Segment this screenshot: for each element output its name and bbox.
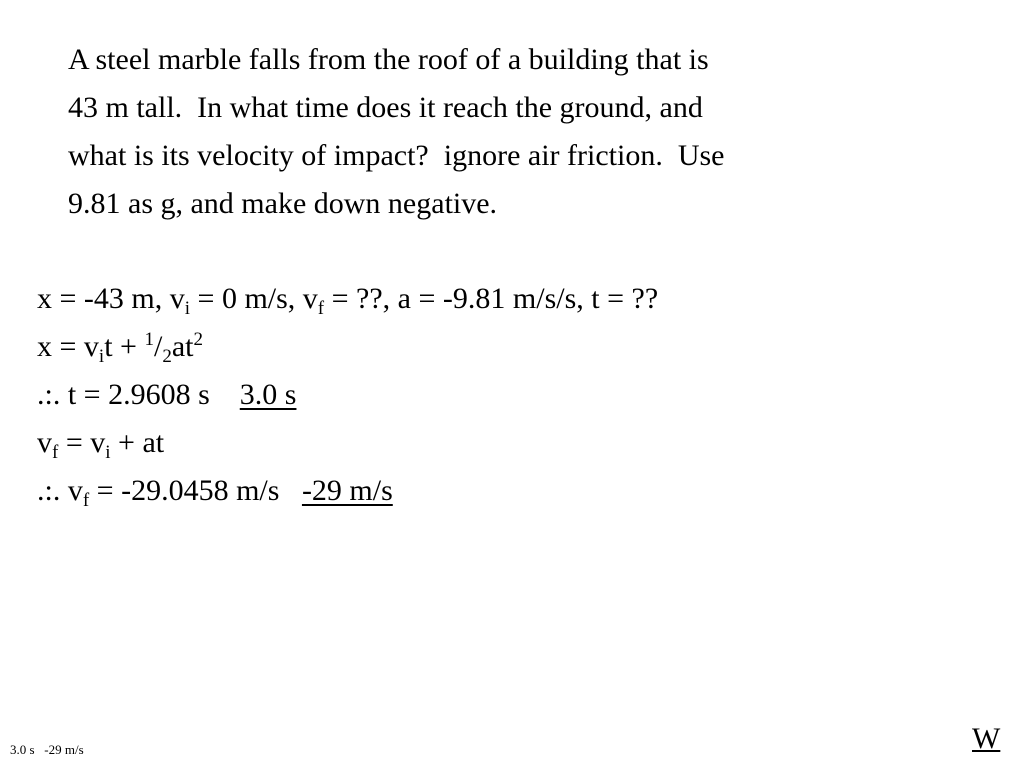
problem-line: 43 m tall. In what time does it reach the ground, and [68, 91, 703, 124]
eq1-at: at [171, 330, 194, 363]
eq1-lhs: x = v [37, 330, 99, 363]
half-denominator: 2 [162, 346, 172, 367]
problem-line: A steel marble falls from the roof of a building that is [68, 43, 709, 76]
result-velocity [37, 467, 997, 515]
time-answer: 3.0 s [239, 378, 297, 411]
equation-displacement [37, 323, 997, 371]
problem-statement [68, 36, 968, 228]
eq2-v: v [37, 426, 52, 459]
half-slash: / [153, 330, 163, 363]
half-numerator: 1 [144, 329, 154, 350]
givens-row [37, 275, 997, 323]
vi-subscript: i [105, 442, 111, 463]
problem-line: what is its velocity of impact? ignore air friction. Use [68, 139, 725, 172]
result-time [37, 371, 997, 419]
velocity-prefix: .:. v [37, 474, 83, 507]
vi-subscript: i [184, 298, 191, 319]
velocity-value: = -29.0458 m/s [89, 474, 302, 507]
velocity-answer: -29 m/s [301, 474, 393, 507]
vf-subscript: f [82, 490, 90, 511]
vf-subscript: f [52, 442, 59, 463]
givens-rest: = ??, a = -9.81 m/s/s, t = ?? [324, 282, 659, 315]
givens-vi: = 0 m/s, v [190, 282, 318, 315]
vi-subscript: i [98, 346, 105, 367]
squared-exponent: 2 [193, 329, 203, 350]
vf-subscript: f [317, 298, 325, 319]
footer-notes: 3.0 s -29 m/s [10, 742, 84, 757]
solution-work [37, 275, 997, 515]
eq1-t-plus: t + [104, 330, 145, 363]
givens-x: x = -43 m, v [37, 282, 185, 315]
eq2-mid: = v [58, 426, 106, 459]
equation-velocity [37, 419, 997, 467]
eq2-rest: + at [110, 426, 165, 459]
problem-line: 9.81 as g, and make down negative. [68, 187, 498, 220]
w-link[interactable]: W [972, 722, 1001, 755]
time-prefix: .:. t = 2.9608 s [37, 378, 240, 411]
